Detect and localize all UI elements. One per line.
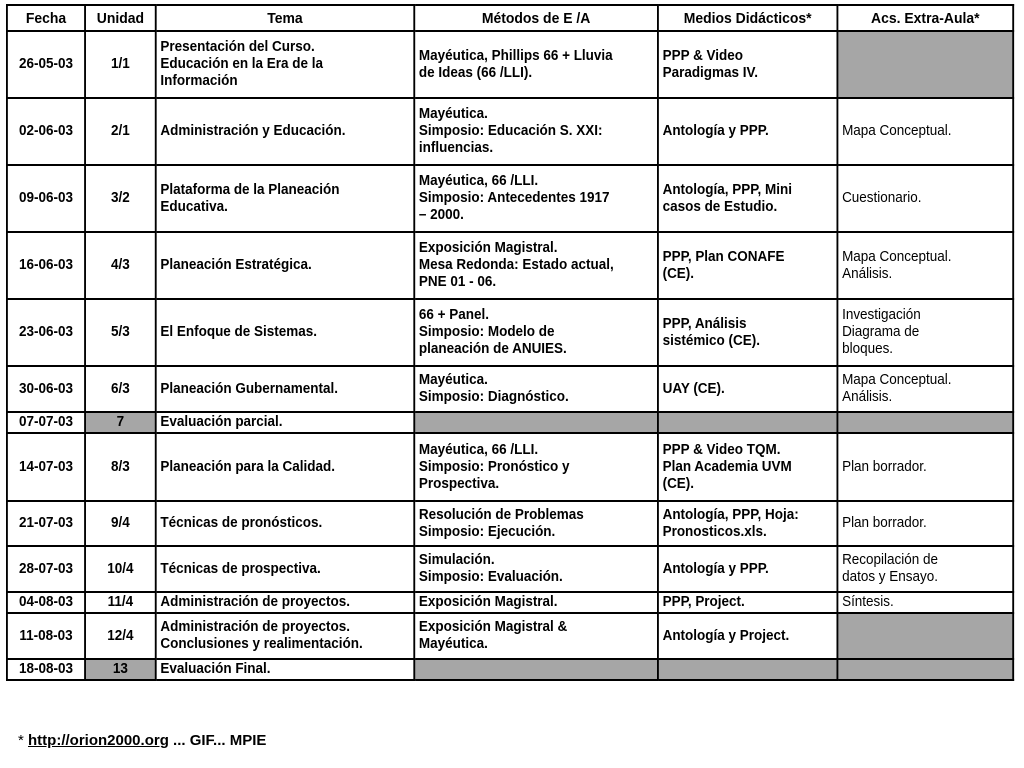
cell-metodos: Resolución de Problemas Simposio: Ejecución. [414,501,658,546]
cell-tema: Evaluación Final. [156,659,415,680]
cell-tema: Técnicas de prospectiva. [156,546,415,592]
header-metodos: Métodos de E /A [414,5,658,31]
cell-acs [837,659,1013,680]
table-row [7,501,1013,546]
cell-unidad: 11/4 [85,592,156,613]
cell-unidad: 10/4 [85,546,156,592]
cell-tema: Planeación para la Calidad. [156,433,415,501]
footnote-text: ... GIF... MPIE [168,732,267,749]
cell-fecha: 28-07-03 [7,546,85,592]
table-row [7,546,1013,592]
cell-medios: PPP, Análisis sistémico (CE). [658,299,837,366]
cell-unidad: 5/3 [85,299,156,366]
table-row [7,31,1013,98]
header-unidad: Unidad [85,5,156,31]
cell-fecha: 30-06-03 [7,366,85,412]
cell-fecha: 02-06-03 [7,98,85,165]
table-row [7,433,1013,501]
cell-medios: Antología y PPP. [658,98,837,165]
cell-medios: Antología, PPP, Hoja: Pronosticos.xls. [658,501,837,546]
cell-tema: Administración y Educación. [156,98,415,165]
cell-tema: Presentación del Curso. Educación en la Era de la Información [156,31,415,98]
cell-acs: Investigación Diagrama de bloques. [837,299,1013,366]
cell-metodos [414,412,658,433]
cell-acs: Recopilación de datos y Ensayo. [837,546,1013,592]
table-row [7,232,1013,299]
cell-fecha: 11-08-03 [7,613,85,659]
cell-tema: Administración de proyectos. [156,592,415,613]
cell-unidad: 9/4 [85,501,156,546]
cell-unidad: 6/3 [85,366,156,412]
header-acs: Acs. Extra-Aula* [837,5,1013,31]
table-row [7,613,1013,659]
header-row [7,5,1013,31]
table-row [7,165,1013,232]
cell-acs: Cuestionario. [837,165,1013,232]
cell-unidad: 3/2 [85,165,156,232]
cell-fecha: 26-05-03 [7,31,85,98]
cell-tema: Técnicas de pronósticos. [156,501,415,546]
cell-acs [837,412,1013,433]
cell-metodos: Exposición Magistral. Mesa Redonda: Estado actual, PNE 01 - 06. [414,232,658,299]
cell-fecha: 18-08-03 [7,659,85,680]
cell-metodos: Mayéutica, Phillips 66 + Lluvia de Ideas (66 /LLI). [414,31,658,98]
cell-acs: Mapa Conceptual. Análisis. [837,366,1013,412]
footnote [18,732,266,749]
schedule-document [6,4,1012,681]
cell-unidad: 4/3 [85,232,156,299]
cell-acs: Síntesis. [837,592,1013,613]
cell-medios: PPP & Video TQM. Plan Academia UVM (CE). [658,433,837,501]
cell-metodos: Mayéutica. Simposio: Educación S. XXI: influencias. [414,98,658,165]
cell-acs [837,31,1013,98]
table-row [7,659,1013,680]
cell-medios: Antología y PPP. [658,546,837,592]
cell-fecha: 04-08-03 [7,592,85,613]
cell-metodos: Exposición Magistral. [414,592,658,613]
cell-fecha: 21-07-03 [7,501,85,546]
header-tema: Tema [156,5,415,31]
cell-acs: Plan borrador. [837,501,1013,546]
cell-medios [658,659,837,680]
table-row [7,98,1013,165]
cell-fecha: 23-06-03 [7,299,85,366]
cell-metodos: Simulación. Simposio: Evaluación. [414,546,658,592]
cell-acs [837,613,1013,659]
cell-tema: Planeación Gubernamental. [156,366,415,412]
table-row [7,366,1013,412]
table-row [7,592,1013,613]
cell-fecha: 07-07-03 [7,412,85,433]
cell-medios: UAY (CE). [658,366,837,412]
cell-acs: Mapa Conceptual. [837,98,1013,165]
cell-medios: PPP, Project. [658,592,837,613]
cell-tema: Administración de proyectos. Conclusiones y realimentación. [156,613,415,659]
footnote-star: * [18,732,29,749]
schedule-table [6,4,1014,681]
cell-medios: PPP & Video Paradigmas IV. [658,31,837,98]
cell-metodos: Exposición Magistral & Mayéutica. [414,613,658,659]
cell-metodos: Mayéutica. Simposio: Diagnóstico. [414,366,658,412]
cell-unidad: 13 [85,659,156,680]
cell-medios [658,412,837,433]
footnote-link[interactable]: http://orion2000.org [28,732,169,749]
cell-fecha: 16-06-03 [7,232,85,299]
cell-tema: Evaluación parcial. [156,412,415,433]
cell-fecha: 14-07-03 [7,433,85,501]
cell-tema: Plataforma de la Planeación Educativa. [156,165,415,232]
table-row [7,412,1013,433]
header-medios: Medios Didácticos* [658,5,837,31]
cell-unidad: 8/3 [85,433,156,501]
cell-unidad: 7 [85,412,156,433]
cell-unidad: 2/1 [85,98,156,165]
cell-medios: PPP, Plan CONAFE (CE). [658,232,837,299]
cell-unidad: 1/1 [85,31,156,98]
cell-acs: Plan borrador. [837,433,1013,501]
cell-medios: Antología, PPP, Mini casos de Estudio. [658,165,837,232]
cell-metodos [414,659,658,680]
table-row [7,299,1013,366]
cell-medios: Antología y Project. [658,613,837,659]
cell-fecha: 09-06-03 [7,165,85,232]
cell-unidad: 12/4 [85,613,156,659]
header-fecha: Fecha [7,5,85,31]
cell-acs: Mapa Conceptual. Análisis. [837,232,1013,299]
cell-metodos: Mayéutica, 66 /LLI. Simposio: Pronóstico y Prospectiva. [414,433,658,501]
cell-tema: Planeación Estratégica. [156,232,415,299]
cell-metodos: 66 + Panel. Simposio: Modelo de planeación de ANUIES. [414,299,658,366]
cell-metodos: Mayéutica, 66 /LLI. Simposio: Antecedentes 1917 – 2000. [414,165,658,232]
cell-tema: El Enfoque de Sistemas. [156,299,415,366]
